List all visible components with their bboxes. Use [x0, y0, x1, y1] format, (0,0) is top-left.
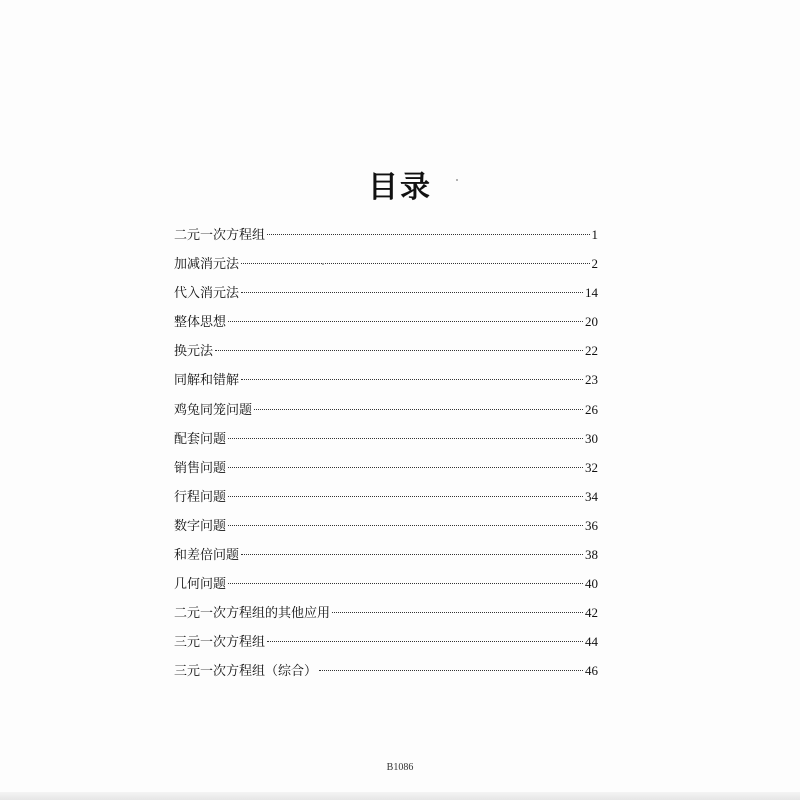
dot-leader — [254, 409, 583, 410]
toc-entry — [174, 598, 598, 627]
toc-entry-label: 代入消元法 — [174, 286, 240, 302]
toc-entry — [174, 395, 598, 424]
toc-entry — [174, 482, 598, 511]
toc-entry-label: 换元法 — [174, 344, 214, 360]
toc-entry — [174, 540, 598, 569]
toc-entry-page: 20 — [585, 314, 598, 330]
page-title: 目录 — [368, 170, 432, 205]
toc-entry — [174, 656, 598, 685]
toc-entry-page: 32 — [585, 459, 598, 475]
dot-leader — [228, 467, 583, 468]
dot-leader — [228, 496, 583, 497]
toc-entry-page: 14 — [585, 285, 598, 301]
dot-leader — [228, 583, 583, 584]
toc-entry-label: 数字问题 — [174, 518, 227, 534]
dot-leader — [228, 525, 583, 526]
table-of-contents — [174, 220, 598, 686]
dot-leader — [228, 321, 583, 322]
toc-entry-label: 和差倍问题 — [174, 548, 240, 564]
toc-entry-page: 36 — [585, 517, 598, 533]
dot-leader — [241, 292, 583, 293]
toc-entry — [174, 220, 598, 249]
toc-entry — [174, 569, 598, 598]
toc-entry — [174, 365, 598, 394]
dot-leader — [241, 263, 589, 264]
dot-leader — [267, 234, 589, 235]
toc-entry-page: 2 — [591, 256, 598, 272]
toc-entry-page: 46 — [585, 663, 598, 679]
dot-leader — [241, 554, 583, 555]
toc-entry — [174, 278, 598, 307]
dot-leader — [319, 670, 583, 671]
toc-entry — [174, 511, 598, 540]
toc-entry-label: 行程问题 — [174, 489, 227, 505]
toc-entry — [174, 453, 598, 482]
dot-leader — [228, 438, 583, 439]
toc-entry-page: 23 — [585, 372, 598, 388]
dot-leader — [267, 641, 583, 642]
scan-speck — [322, 263, 324, 265]
dot-leader — [215, 350, 583, 351]
footer-code: B1086 — [386, 762, 414, 773]
toc-entry-page: 1 — [591, 227, 598, 242]
dot-leader — [332, 612, 583, 613]
toc-entry-page: 30 — [585, 430, 598, 446]
toc-entry-label: 三元一次方程组 — [174, 635, 266, 651]
toc-entry-label: 同解和错解 — [174, 373, 240, 389]
scan-speck — [456, 179, 458, 181]
toc-entry — [174, 336, 598, 365]
toc-entry-page: 22 — [585, 343, 598, 359]
scan-bottom-edge — [0, 792, 800, 800]
toc-entry-page: 26 — [585, 401, 598, 417]
toc-entry-page: 42 — [585, 605, 598, 621]
toc-entry — [174, 627, 598, 656]
toc-entry-label: 鸡兔同笼问题 — [174, 402, 253, 418]
toc-entry — [174, 307, 598, 336]
dot-leader — [241, 379, 583, 380]
toc-entry-label: 加减消元法 — [174, 257, 240, 273]
toc-entry-label: 配套问题 — [174, 431, 227, 447]
toc-entry-page: 40 — [585, 576, 598, 592]
toc-entry-page: 44 — [585, 634, 598, 650]
toc-entry — [174, 424, 598, 453]
toc-entry-label: 三元一次方程组（综合） — [174, 664, 318, 680]
toc-entry-label: 销售问题 — [174, 460, 227, 476]
toc-entry-label: 二元一次方程组 — [174, 228, 266, 243]
toc-entry-label: 整体思想 — [174, 315, 227, 331]
toc-entry-page: 34 — [585, 488, 598, 504]
toc-entry-label: 几何问题 — [174, 577, 227, 593]
toc-entry-page: 38 — [585, 547, 598, 563]
toc-entry-label: 二元一次方程组的其他应用 — [174, 606, 331, 622]
toc-entry — [174, 249, 598, 278]
